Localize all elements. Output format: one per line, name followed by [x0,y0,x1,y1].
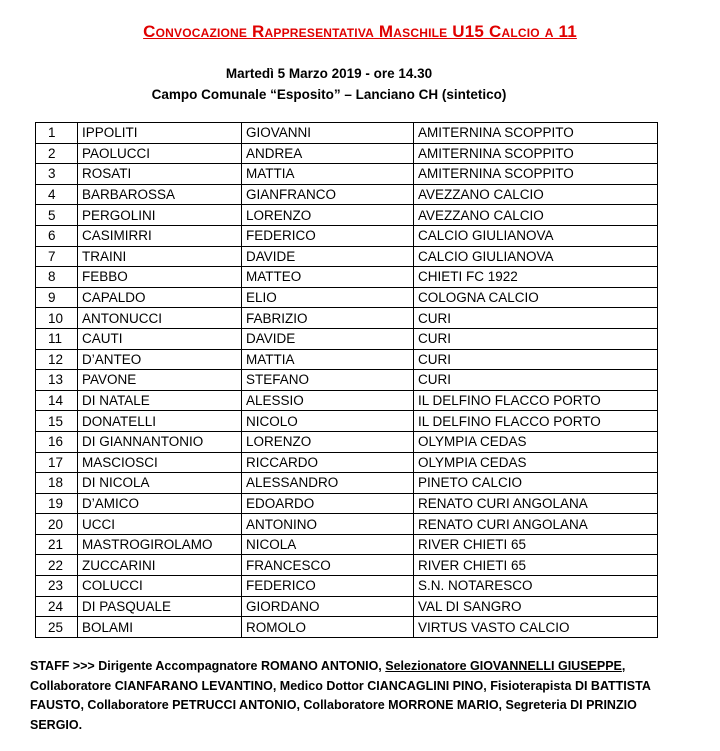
player-club-cell: AVEZZANO CALCIO [414,205,658,226]
player-number-cell: 1 [36,123,78,144]
player-number-cell: 19 [36,493,78,514]
table-row [36,287,658,308]
player-name-cell: ANTONINO [242,514,414,535]
player-club-cell: AVEZZANO CALCIO [414,184,658,205]
player-name-cell: ANDREA [242,143,414,164]
table-row [36,328,658,349]
player-name-cell: MATTEO [242,267,414,288]
player-name-cell: LORENZO [242,431,414,452]
table-row [36,555,658,576]
table-row [36,349,658,370]
table-row [36,143,658,164]
player-name-cell: STEFANO [242,370,414,391]
player-surname-cell: DONATELLI [78,411,242,432]
roster-table [35,122,658,638]
player-name-cell: FEDERICO [242,576,414,597]
table-row [36,493,658,514]
player-number-cell: 3 [36,164,78,185]
table-row [36,390,658,411]
player-number-cell: 5 [36,205,78,226]
player-surname-cell: DI GIANNANTONIO [78,431,242,452]
player-number-cell: 20 [36,514,78,535]
table-row [36,308,658,329]
player-club-cell: VAL DI SANGRO [414,596,658,617]
table-row [36,123,658,144]
table-row [36,473,658,494]
staff-paragraph [30,657,670,735]
player-club-cell: OLYMPIA CEDAS [414,452,658,473]
player-number-cell: 4 [36,184,78,205]
table-row [36,452,658,473]
player-club-cell: IL DELFINO FLACCO PORTO [414,411,658,432]
player-club-cell: OLYMPIA CEDAS [414,431,658,452]
player-number-cell: 22 [36,555,78,576]
player-name-cell: FABRIZIO [242,308,414,329]
player-club-cell: AMITERNINA SCOPPITO [414,143,658,164]
player-club-cell: RIVER CHIETI 65 [414,534,658,555]
player-name-cell: ROMOLO [242,617,414,638]
player-name-cell: RICCARDO [242,452,414,473]
player-number-cell: 12 [36,349,78,370]
player-name-cell: ELIO [242,287,414,308]
table-row [36,617,658,638]
date-line: Martedì 5 Marzo 2019 - ore 14.30 [225,66,433,81]
player-surname-cell: MASTROGIROLAMO [78,534,242,555]
player-surname-cell: DI PASQUALE [78,596,242,617]
player-club-cell: AMITERNINA SCOPPITO [414,123,658,144]
player-number-cell: 8 [36,267,78,288]
player-surname-cell: DI NICOLA [78,473,242,494]
player-surname-cell: CAPALDO [78,287,242,308]
player-surname-cell: PAVONE [78,370,242,391]
player-number-cell: 7 [36,246,78,267]
player-number-cell: 11 [36,328,78,349]
player-surname-cell: ANTONUCCI [78,308,242,329]
player-surname-cell: FEBBO [78,267,242,288]
player-number-cell: 25 [36,617,78,638]
staff-text-1: STAFF >>> Dirigente Accompagnatore ROMANO ANTONIO, [30,659,386,673]
player-surname-cell: CAUTI [78,328,242,349]
player-number-cell: 13 [36,370,78,391]
player-club-cell: PINETO CALCIO [414,473,658,494]
player-number-cell: 16 [36,431,78,452]
player-surname-cell: ROSATI [78,164,242,185]
player-name-cell: MATTIA [242,349,414,370]
player-club-cell: CURI [414,370,658,391]
table-row [36,370,658,391]
player-name-cell: NICOLA [242,534,414,555]
player-surname-cell: PAOLUCCI [78,143,242,164]
table-row [36,534,658,555]
player-surname-cell: D’AMICO [78,493,242,514]
player-name-cell: DAVIDE [242,328,414,349]
player-number-cell: 17 [36,452,78,473]
table-row [36,596,658,617]
player-club-cell: IL DELFINO FLACCO PORTO [414,390,658,411]
player-club-cell: CALCIO GIULIANOVA [414,246,658,267]
player-surname-cell: PERGOLINI [78,205,242,226]
player-name-cell: GIOVANNI [242,123,414,144]
player-number-cell: 2 [36,143,78,164]
table-row [36,184,658,205]
player-name-cell: ALESSIO [242,390,414,411]
table-row [36,411,658,432]
player-surname-cell: MASCIOSCI [78,452,242,473]
player-surname-cell: TRAINI [78,246,242,267]
player-club-cell: VIRTUS VASTO CALCIO [414,617,658,638]
player-surname-cell: D’ANTEO [78,349,242,370]
table-row [36,431,658,452]
player-number-cell: 10 [36,308,78,329]
player-number-cell: 9 [36,287,78,308]
player-number-cell: 6 [36,225,78,246]
table-row [36,205,658,226]
player-surname-cell: COLUCCI [78,576,242,597]
table-row [36,225,658,246]
player-surname-cell: DI NATALE [78,390,242,411]
player-surname-cell: IPPOLITI [78,123,242,144]
player-club-cell: AMITERNINA SCOPPITO [414,164,658,185]
table-row [36,246,658,267]
staff-text-2: , Collaboratore CIANFARANO LEVANTINO, Medico Dottor CIANCAGLINI PINO, Fisioterapista DI BATTISTA FAUSTO, Collaboratore PETRUCCI ANTONIO, Collaboratore MORRONE MARIO, Segreteria DI PRINZIO SERGIO. [30,659,651,732]
player-club-cell: CALCIO GIULIANOVA [414,225,658,246]
player-name-cell: MATTIA [242,164,414,185]
table-row [36,576,658,597]
player-club-cell: CURI [414,308,658,329]
staff-selector: Selezionatore GIOVANNELLI GIUSEPPE [385,659,622,673]
player-club-cell: CHIETI FC 1922 [414,267,658,288]
player-name-cell: LORENZO [242,205,414,226]
player-number-cell: 14 [36,390,78,411]
player-name-cell: NICOLO [242,411,414,432]
player-number-cell: 24 [36,596,78,617]
roster-body [36,123,658,638]
player-number-cell: 23 [36,576,78,597]
player-surname-cell: CASIMIRRI [78,225,242,246]
player-name-cell: ALESSANDRO [242,473,414,494]
player-surname-cell: ZUCCARINI [78,555,242,576]
player-name-cell: DAVIDE [242,246,414,267]
player-club-cell: CURI [414,328,658,349]
player-name-cell: GIANFRANCO [242,184,414,205]
player-surname-cell: BARBAROSSA [78,184,242,205]
player-name-cell: GIORDANO [242,596,414,617]
player-club-cell: RIVER CHIETI 65 [414,555,658,576]
player-number-cell: 15 [36,411,78,432]
table-row [36,267,658,288]
player-surname-cell: UCCI [78,514,242,535]
player-club-cell: COLOGNA CALCIO [414,287,658,308]
table-row [36,164,658,185]
player-club-cell: CURI [414,349,658,370]
player-name-cell: FRANCESCO [242,555,414,576]
table-row [36,514,658,535]
player-name-cell: FEDERICO [242,225,414,246]
player-number-cell: 21 [36,534,78,555]
venue-line: Campo Comunale “Esposito” – Lanciano CH (sintetico) [151,87,507,102]
player-club-cell: RENATO CURI ANGOLANA [414,514,658,535]
player-number-cell: 18 [36,473,78,494]
page-title: Convocazione Rappresentativa Maschile U15 Calcio a 11 [143,22,577,41]
player-club-cell: RENATO CURI ANGOLANA [414,493,658,514]
player-name-cell: EDOARDO [242,493,414,514]
player-surname-cell: BOLAMI [78,617,242,638]
player-club-cell: S.N. NOTARESCO [414,576,658,597]
